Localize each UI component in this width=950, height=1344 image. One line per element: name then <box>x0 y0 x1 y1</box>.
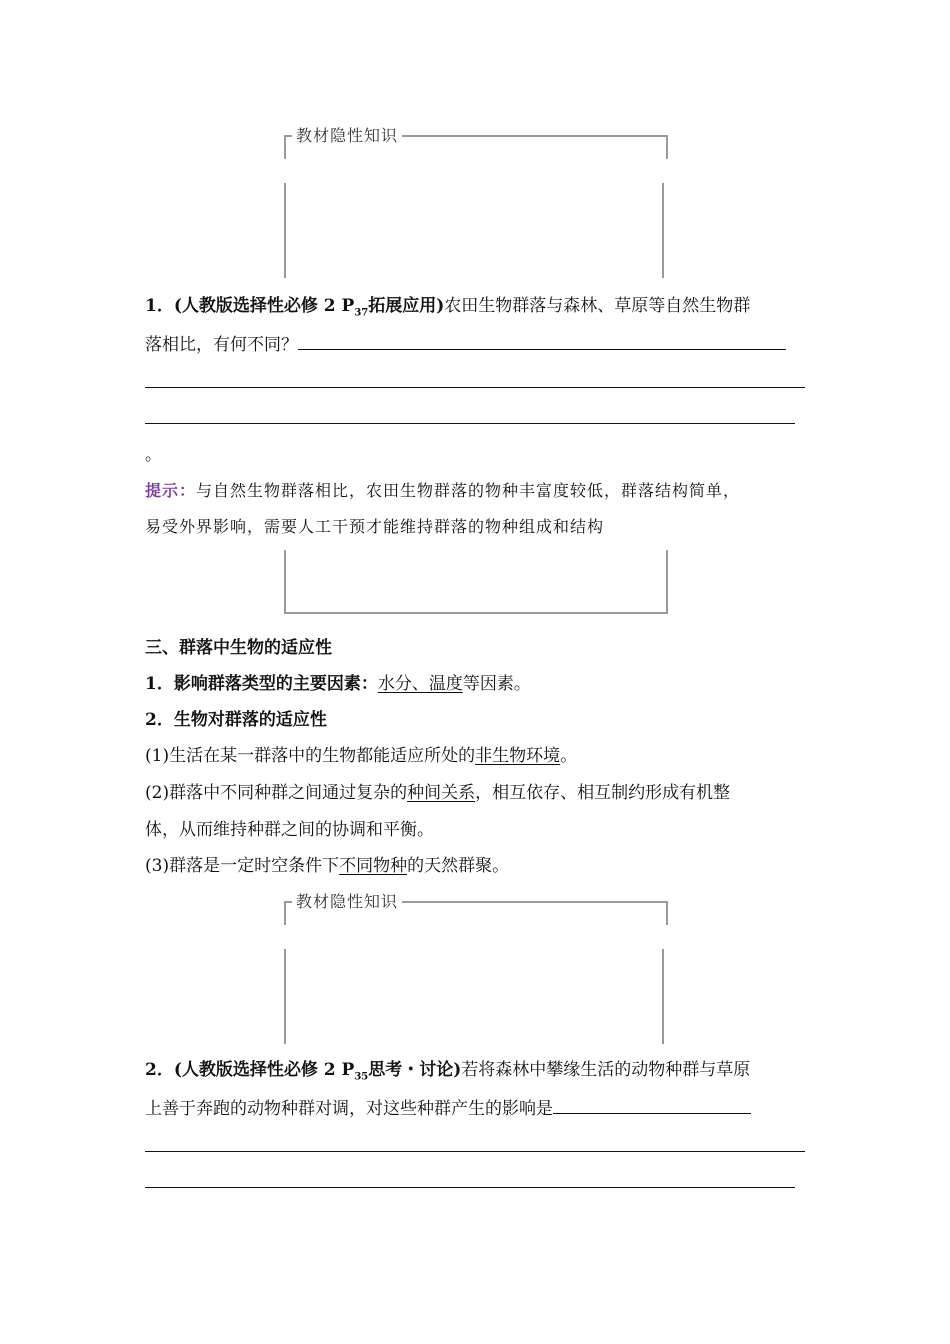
frame-left-border <box>284 949 286 1044</box>
knowledge-frame-top <box>284 126 668 159</box>
question-1-end-mark: 。 <box>145 445 162 465</box>
answer-blank-line[interactable] <box>145 1187 795 1188</box>
answer-blank[interactable] <box>298 331 786 350</box>
answer-blank-line[interactable] <box>145 1151 805 1152</box>
paragraph-4-line-2: 体，从而维持种群之间的协调和平衡。 <box>145 820 434 840</box>
frame-right-border <box>662 949 664 1044</box>
answer-filled: 非生物环境 <box>475 746 561 766</box>
frame-left-border <box>284 183 286 278</box>
paragraph-3: (1)生活在某一群落中的生物都能适应所处的非生物环境。 <box>145 746 578 766</box>
frame-label: 教材隐性知识 <box>292 126 402 146</box>
knowledge-frame-bottom <box>284 550 668 614</box>
paragraph-1: 1．影响群落类型的主要因素：水分、温度等因素。 <box>145 674 531 694</box>
answer-filled: 种间关系 <box>407 783 476 803</box>
frame-label: 教材隐性知识 <box>292 892 402 912</box>
hint-line-1: 提示：与自然生物群落相比，农田生物群落的物种丰富度较低，群落结构简单， <box>145 481 741 500</box>
question-2-line-1: 2．(人教版选择性必修 2 $P_{35}$思考・讨论)若将森林中攀缘生活的动物种群与草原 <box>145 1060 751 1083</box>
answer-filled: 水分、温度 <box>377 674 463 694</box>
section-heading: 三、群落中生物的适应性 <box>145 638 332 658</box>
hint-label: 提示： <box>145 481 197 500</box>
knowledge-frame-top <box>284 892 668 925</box>
answer-blank-line[interactable] <box>145 387 805 388</box>
question-1-source: (人教版选择性必修 2 $P_{37}$拓展应用) <box>173 296 445 319</box>
answer-blank-line[interactable] <box>145 423 795 424</box>
answer-filled: 不同物种 <box>339 856 408 876</box>
question-1-line-1: 1．(人教版选择性必修 2 $P_{37}$拓展应用)农田生物群落与森林、草原等自然生物群 <box>145 296 751 319</box>
question-2-source: (人教版选择性必修 2 $P_{35}$思考・讨论) <box>173 1060 462 1083</box>
paragraph-2: 2．生物对群落的适应性 <box>145 710 327 730</box>
question-1-line-2: 落相比，有何不同？ <box>145 331 786 357</box>
hint-line-2: 易受外界影响，需要人工干预才能维持群落的物种组成和结构 <box>145 517 605 536</box>
frame-right-border <box>662 183 664 278</box>
question-2-line-2: 上善于奔跑的动物种群对调，对这些种群产生的影响是 <box>145 1095 751 1121</box>
paragraph-5: (3)群落是一定时空条件下不同物种的天然群聚。 <box>145 856 510 876</box>
answer-blank[interactable] <box>553 1095 751 1114</box>
paragraph-4-line-1: (2)群落中不同种群之间通过复杂的种间关系，相互依存、相互制约形成有机整 <box>145 783 731 803</box>
